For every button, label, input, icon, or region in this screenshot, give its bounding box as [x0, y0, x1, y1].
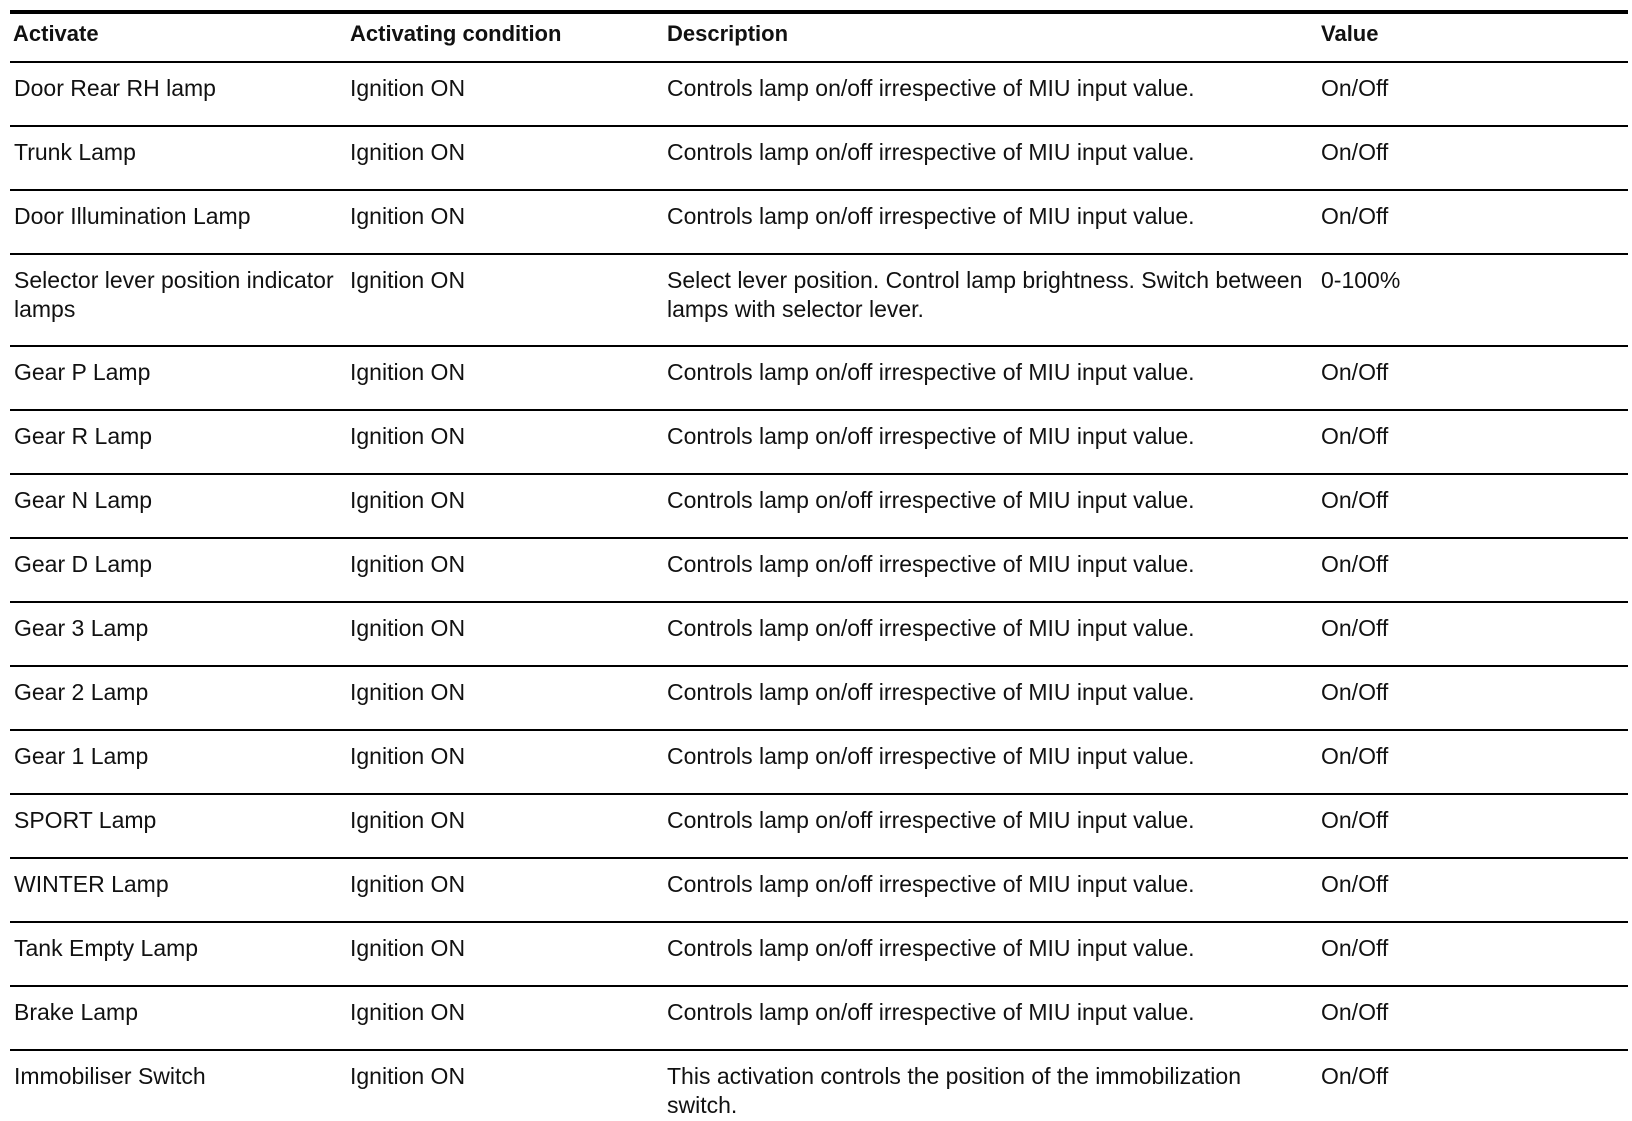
table-row: [10, 539, 1628, 603]
cell-activate: Gear 2 Lamp: [14, 679, 149, 705]
cell-condition: Ignition ON: [350, 487, 466, 513]
cell-condition: Ignition ON: [350, 203, 466, 229]
cell-value: On/Off: [1321, 935, 1389, 961]
cell-value: On/Off: [1321, 75, 1389, 101]
cell-description: Controls lamp on/off irrespective of MIU input value.: [667, 679, 1195, 705]
cell-condition: Ignition ON: [350, 551, 466, 577]
cell-activate: Gear 1 Lamp: [14, 743, 149, 769]
cell-condition: Ignition ON: [350, 75, 466, 101]
table-row: [10, 923, 1628, 987]
cell-condition: Ignition ON: [350, 871, 466, 897]
header-activate: Activate: [13, 21, 99, 46]
table-row: [10, 191, 1628, 255]
cell-condition: Ignition ON: [350, 267, 466, 293]
cell-description: Controls lamp on/off irrespective of MIU input value.: [667, 935, 1195, 961]
header-activating-condition: Activating condition: [350, 21, 562, 46]
cell-activate: Gear P Lamp: [14, 359, 151, 385]
table-row: [10, 987, 1628, 1051]
cell-value: On/Off: [1321, 487, 1389, 513]
cell-description: Controls lamp on/off irrespective of MIU input value.: [667, 615, 1195, 641]
cell-value: On/Off: [1321, 743, 1389, 769]
table-row: [10, 255, 1628, 347]
cell-condition: Ignition ON: [350, 807, 466, 833]
cell-value: On/Off: [1321, 999, 1389, 1025]
table-row: [10, 667, 1628, 731]
cell-condition: Ignition ON: [350, 423, 466, 449]
table-row: [10, 347, 1628, 411]
cell-value: 0-100%: [1321, 267, 1401, 293]
cell-description: Controls lamp on/off irrespective of MIU input value.: [667, 359, 1195, 385]
cell-activate: Gear 3 Lamp: [14, 615, 149, 641]
cell-condition: Ignition ON: [350, 139, 466, 165]
table-row: [10, 63, 1628, 127]
cell-condition: Ignition ON: [350, 999, 466, 1025]
cell-condition: Ignition ON: [350, 359, 466, 385]
cell-activate: Selector lever position indicator lamps: [14, 267, 334, 322]
cell-description: This activation controls the position of the immobilization switch.: [667, 1063, 1242, 1118]
cell-condition: Ignition ON: [350, 615, 466, 641]
cell-condition: Ignition ON: [350, 679, 466, 705]
cell-value: On/Off: [1321, 679, 1389, 705]
table-row: [10, 795, 1628, 859]
cell-description: Controls lamp on/off irrespective of MIU input value.: [667, 551, 1195, 577]
cell-activate: Gear D Lamp: [14, 551, 153, 577]
cell-value: On/Off: [1321, 871, 1389, 897]
cell-description: Controls lamp on/off irrespective of MIU input value.: [667, 487, 1195, 513]
activation-table: [10, 10, 1628, 1121]
cell-description: Controls lamp on/off irrespective of MIU input value.: [667, 807, 1195, 833]
table-row: [10, 603, 1628, 667]
cell-condition: Ignition ON: [350, 1063, 466, 1089]
cell-value: On/Off: [1321, 139, 1389, 165]
cell-activate: Tank Empty Lamp: [14, 935, 199, 961]
table-row: [10, 859, 1628, 923]
cell-value: On/Off: [1321, 423, 1389, 449]
table-row: [10, 411, 1628, 475]
cell-description: Select lever position. Control lamp brightness. Switch between lamps with selector lever.: [667, 267, 1303, 322]
cell-description: Controls lamp on/off irrespective of MIU input value.: [667, 743, 1195, 769]
cell-description: Controls lamp on/off irrespective of MIU input value.: [667, 999, 1195, 1025]
cell-description: Controls lamp on/off irrespective of MIU input value.: [667, 75, 1195, 101]
cell-value: On/Off: [1321, 359, 1389, 385]
cell-activate: Door Rear RH lamp: [14, 75, 216, 101]
cell-value: On/Off: [1321, 551, 1389, 577]
cell-description: Controls lamp on/off irrespective of MIU input value.: [667, 203, 1195, 229]
cell-value: On/Off: [1321, 1063, 1389, 1089]
table-row: [10, 1051, 1628, 1121]
header-description: Description: [667, 21, 789, 46]
cell-condition: Ignition ON: [350, 935, 466, 961]
table-header: [10, 14, 1628, 63]
cell-condition: Ignition ON: [350, 743, 466, 769]
cell-activate: WINTER Lamp: [14, 871, 169, 897]
cell-activate: Immobiliser Switch: [14, 1063, 206, 1089]
cell-description: Controls lamp on/off irrespective of MIU input value.: [667, 139, 1195, 165]
table-row: [10, 127, 1628, 191]
cell-activate: Door Illumination Lamp: [14, 203, 251, 229]
cell-value: On/Off: [1321, 615, 1389, 641]
cell-activate: SPORT Lamp: [14, 807, 157, 833]
cell-activate: Brake Lamp: [14, 999, 139, 1025]
table-row: [10, 731, 1628, 795]
table-row: [10, 475, 1628, 539]
header-value: Value: [1321, 21, 1379, 46]
cell-activate: Gear R Lamp: [14, 423, 153, 449]
cell-value: On/Off: [1321, 203, 1389, 229]
cell-description: Controls lamp on/off irrespective of MIU input value.: [667, 871, 1195, 897]
cell-activate: Gear N Lamp: [14, 487, 153, 513]
cell-activate: Trunk Lamp: [14, 139, 136, 165]
cell-value: On/Off: [1321, 807, 1389, 833]
cell-description: Controls lamp on/off irrespective of MIU input value.: [667, 423, 1195, 449]
